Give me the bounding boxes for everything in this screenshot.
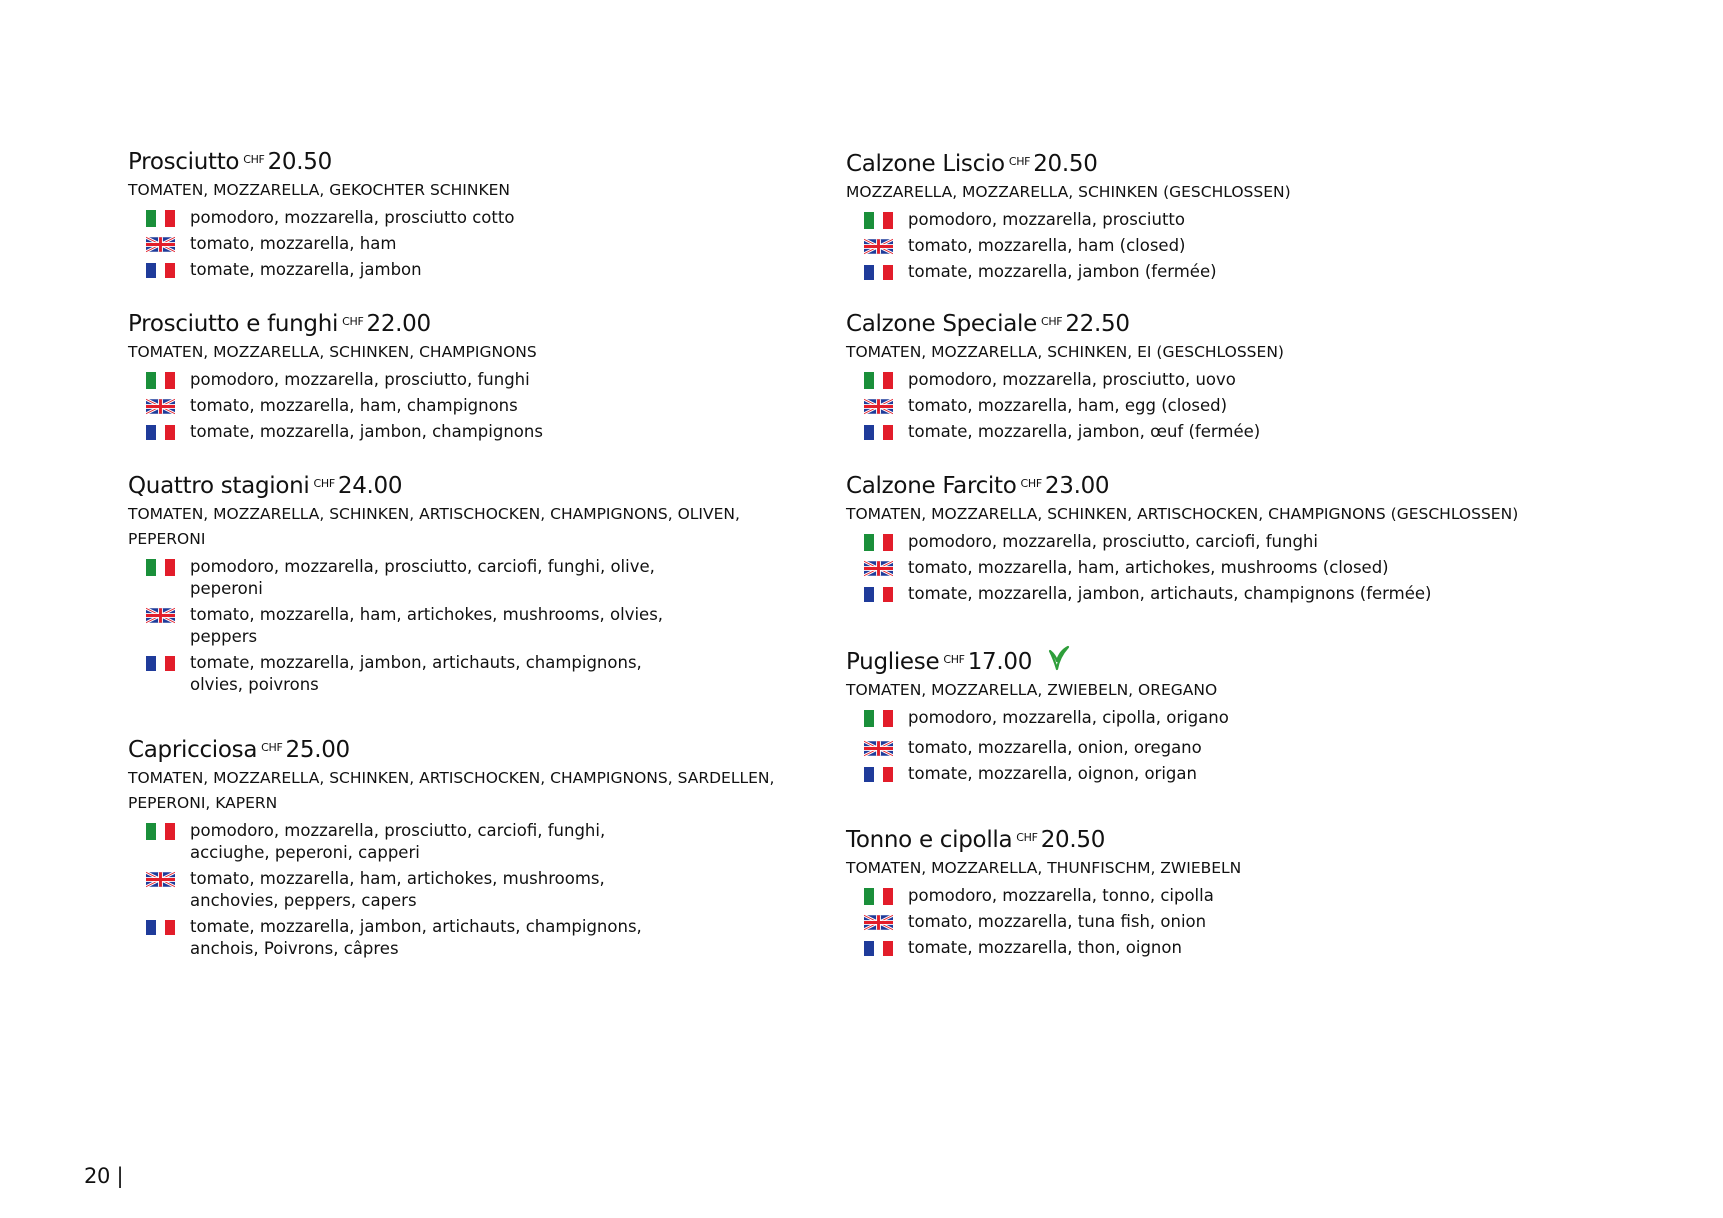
item-name: Quattro stagioni <box>128 473 310 499</box>
french-description-row <box>128 259 808 281</box>
english-description: tomato, mozzarella, tuna fish, onion <box>908 912 1207 931</box>
france-flag-icon <box>864 425 893 440</box>
item-name: Tonno e cipolla <box>846 827 1013 853</box>
english-description-row <box>128 395 808 417</box>
currency-label: CHF <box>243 153 265 166</box>
english-description-row <box>846 395 1606 417</box>
italian-description: pomodoro, mozzarella, prosciutto, carciofi, funghi, acciughe, peperoni, capperi <box>190 821 606 862</box>
german-description: TOMATEN, MOZZARELLA, SCHINKEN, EI (GESCHLOSSEN) <box>846 343 1284 361</box>
italy-flag-icon <box>146 210 175 227</box>
france-flag-icon <box>146 263 175 278</box>
german-description: TOMATEN, MOZZARELLA, SCHINKEN, CHAMPIGNONS <box>128 343 537 361</box>
french-description-row <box>846 583 1606 605</box>
currency-label: CHF <box>1008 155 1031 168</box>
menu-item <box>128 733 808 960</box>
english-description: tomato, mozzarella, ham, champignons <box>190 396 518 415</box>
uk-flag-icon <box>146 236 175 253</box>
item-price: 25.00 <box>285 737 350 763</box>
italy-flag-icon <box>864 534 893 551</box>
french-description: tomate, mozzarella, thon, oignon <box>908 938 1182 957</box>
italy-flag-icon <box>864 212 893 229</box>
german-description: TOMATEN, MOZZARELLA, SCHINKEN, ARTISCHOCKEN, CHAMPIGNONS, SARDELLEN, PEPERONI, KAPERN <box>128 769 775 812</box>
italian-description-row <box>846 209 1606 231</box>
french-description: tomate, mozzarella, jambon (fermée) <box>908 262 1217 281</box>
item-price: 20.50 <box>1033 151 1098 177</box>
italian-description-row <box>846 531 1606 553</box>
french-description: tomate, mozzarella, jambon, champignons <box>190 422 543 441</box>
french-description: tomate, mozzarella, jambon, artichauts, champignons (fermée) <box>908 584 1432 603</box>
italian-description: pomodoro, mozzarella, cipolla, origano <box>908 708 1229 727</box>
english-description: tomato, mozzarella, ham, egg (closed) <box>908 396 1228 415</box>
italian-description-row <box>846 707 1606 729</box>
german-description: TOMATEN, MOZZARELLA, THUNFISCHM, ZWIEBELN <box>846 859 1242 877</box>
italy-flag-icon <box>864 372 893 389</box>
item-name: Calzone Farcito <box>846 473 1017 499</box>
italian-description: pomodoro, mozzarella, prosciutto, funghi <box>190 370 530 389</box>
english-description: tomato, mozzarella, ham, artichokes, mushrooms, anchovies, peppers, capers <box>190 869 605 910</box>
menu-item <box>846 823 1606 959</box>
item-price: 17.00 <box>967 649 1033 675</box>
item-name: Prosciutto <box>128 149 240 175</box>
france-flag-icon <box>146 920 175 935</box>
item-price: 23.00 <box>1044 473 1110 499</box>
italy-flag-icon <box>146 559 175 576</box>
currency-label: CHF <box>1020 477 1042 490</box>
currency-label: CHF <box>1040 315 1063 328</box>
currency-label: CHF <box>313 477 335 490</box>
french-description-row <box>846 937 1606 959</box>
english-description-row <box>128 233 808 255</box>
italian-description: pomodoro, mozzarella, prosciutto cotto <box>190 208 515 227</box>
english-description: tomato, mozzarella, ham, artichokes, mushrooms (closed) <box>908 558 1389 577</box>
english-description-row <box>846 737 1606 759</box>
english-description-row <box>128 868 808 912</box>
currency-label: CHF <box>1016 831 1038 844</box>
german-description: TOMATEN, MOZZARELLA, SCHINKEN, ARTISCHOCKEN, CHAMPIGNONS, OLIVEN, PEPERONI <box>128 505 740 548</box>
uk-flag-icon <box>864 740 893 757</box>
italian-description-row <box>128 556 808 600</box>
item-name: Calzone Liscio <box>846 151 1005 177</box>
italian-description: pomodoro, mozzarella, prosciutto, carciofi, funghi, olive, peperoni <box>190 557 655 598</box>
italian-description: pomodoro, mozzarella, prosciutto, carciofi, funghi <box>908 532 1318 551</box>
french-description: tomate, mozzarella, jambon, œuf (fermée) <box>908 422 1261 441</box>
italian-description-row <box>128 207 808 229</box>
currency-label: CHF <box>261 741 283 754</box>
uk-flag-icon <box>146 871 175 888</box>
france-flag-icon <box>864 941 893 956</box>
english-description-row <box>128 604 808 648</box>
english-description: tomato, mozzarella, ham (closed) <box>908 236 1186 255</box>
uk-flag-icon <box>864 914 893 931</box>
item-price: 22.50 <box>1065 311 1130 337</box>
french-description-row <box>128 421 808 443</box>
italian-description: pomodoro, mozzarella, tonno, cipolla <box>908 886 1214 905</box>
italian-description-row <box>128 369 808 391</box>
menu-item <box>846 147 1606 283</box>
france-flag-icon <box>864 767 893 782</box>
item-price: 20.50 <box>1040 827 1106 853</box>
france-flag-icon <box>864 587 893 602</box>
italian-description: pomodoro, mozzarella, prosciutto, uovo <box>908 370 1236 389</box>
german-description: MOZZARELLA, MOZZARELLA, SCHINKEN (GESCHLOSSEN) <box>846 183 1291 201</box>
leaf-icon <box>1048 645 1070 671</box>
english-description: tomato, mozzarella, onion, oregano <box>908 738 1202 757</box>
french-description-row <box>846 261 1606 283</box>
italy-flag-icon <box>146 372 175 389</box>
item-name: Capricciosa <box>128 737 258 763</box>
italy-flag-icon <box>146 823 175 840</box>
german-description: TOMATEN, MOZZARELLA, ZWIEBELN, OREGANO <box>846 681 1218 699</box>
uk-flag-icon <box>146 607 175 624</box>
item-price: 24.00 <box>337 473 403 499</box>
currency-label: CHF <box>943 653 965 666</box>
french-description: tomate, mozzarella, jambon, artichauts, champignons, anchois, Poivrons, câpres <box>190 917 642 958</box>
german-description: TOMATEN, MOZZARELLA, SCHINKEN, ARTISCHOCKEN, CHAMPIGNONS (GESCHLOSSEN) <box>846 505 1519 523</box>
italian-description-row <box>128 820 808 864</box>
italy-flag-icon <box>864 710 893 727</box>
italy-flag-icon <box>864 888 893 905</box>
item-price: 20.50 <box>267 149 332 175</box>
uk-flag-icon <box>864 238 893 255</box>
french-description-row <box>846 421 1606 443</box>
english-description: tomato, mozzarella, ham, artichokes, mushrooms, olvies, peppers <box>190 605 664 646</box>
english-description-row <box>846 235 1606 257</box>
item-price: 22.00 <box>366 311 431 337</box>
france-flag-icon <box>146 656 175 671</box>
italian-description-row <box>846 369 1606 391</box>
french-description: tomate, mozzarella, jambon, artichauts, champignons, olvies, poivrons <box>190 653 642 694</box>
french-description-row <box>128 652 808 696</box>
page-number: 20 | <box>84 1164 124 1188</box>
french-description: tomate, mozzarella, oignon, origan <box>908 764 1197 783</box>
french-description-row <box>128 916 808 960</box>
item-name: Calzone Speciale <box>846 311 1037 337</box>
france-flag-icon <box>146 425 175 440</box>
menu-item <box>128 145 808 281</box>
currency-label: CHF <box>342 315 364 328</box>
item-name: Pugliese <box>846 649 940 675</box>
italian-description-row <box>846 885 1606 907</box>
english-description-row <box>846 911 1606 933</box>
menu-item <box>846 469 1606 605</box>
item-name: Prosciutto e funghi <box>128 311 339 337</box>
uk-flag-icon <box>864 398 893 415</box>
italian-description: pomodoro, mozzarella, prosciutto <box>908 210 1185 229</box>
french-description-row <box>846 763 1606 785</box>
menu-item <box>846 645 1606 785</box>
france-flag-icon <box>864 265 893 280</box>
english-description: tomato, mozzarella, ham <box>190 234 397 253</box>
german-description: TOMATEN, MOZZARELLA, GEKOCHTER SCHINKEN <box>128 181 511 199</box>
menu-item <box>128 469 808 696</box>
english-description-row <box>846 557 1606 579</box>
uk-flag-icon <box>864 560 893 577</box>
menu-item <box>128 307 808 443</box>
french-description: tomate, mozzarella, jambon <box>190 260 422 279</box>
uk-flag-icon <box>146 398 175 415</box>
menu-item <box>846 307 1606 443</box>
